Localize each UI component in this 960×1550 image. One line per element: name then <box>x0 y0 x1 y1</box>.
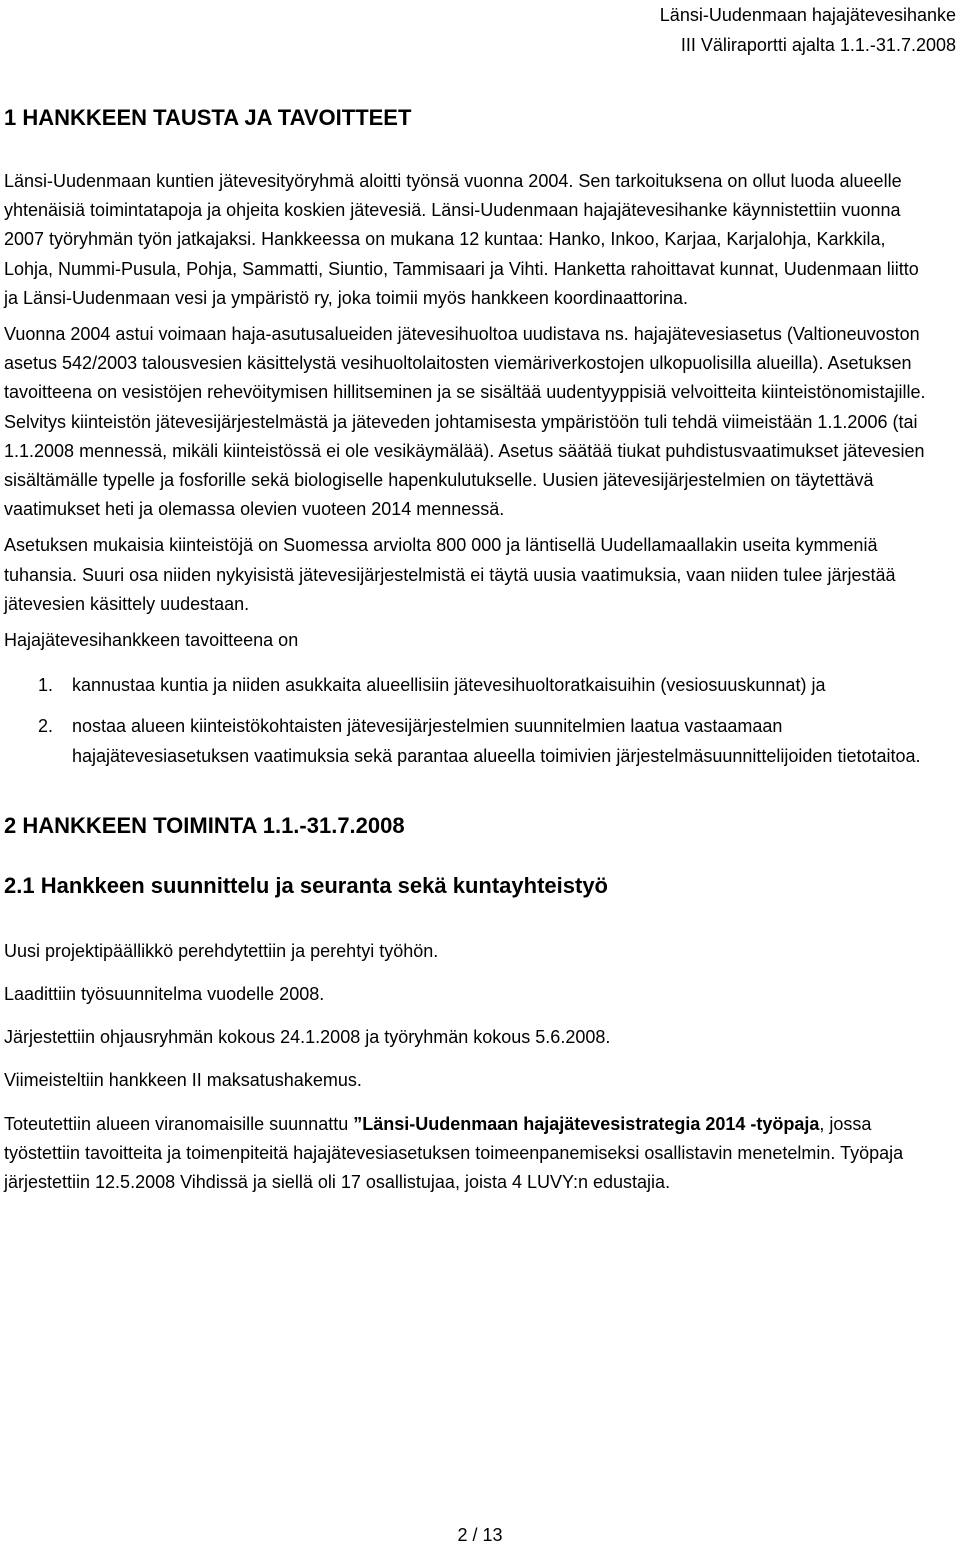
list-item <box>4 712 934 770</box>
section-2-heading: 2 HANKKEEN TOIMINTA 1.1.-31.7.2008 <box>4 812 405 838</box>
goals-intro: Hajajätevesihankkeen tavoitteena on <box>4 630 299 651</box>
section-2-1-heading: 2.1 Hankkeen suunnittelu ja seuranta sekä kuntayhteistyö <box>4 872 608 898</box>
activity-item: Laadittiin työsuunnitelma vuodelle 2008. <box>4 984 325 1005</box>
activity-item: Uusi projektipäällikkö perehdytettiin ja perehtyi työhön. <box>4 940 439 961</box>
workshop-text-post: , jossa työstettiin tavoitteita ja toimenpiteitä hajajätevesiasetuksen toimeenpanemiseksi osallistavin menetelmin. Työpaja järjestettiin 12.5.2008 Vihdissä ja siellä oli 17 osallistujaa, joista 4 LUVY:n edustajia. <box>4 1113 904 1193</box>
header-project-name: Länsi-Uudenmaan hajajätevesihanke <box>659 5 956 25</box>
list-item-text: nostaa alueen kiinteistökohtaisten jätevesijärjestelmien suunnitelmien laatua vastaamaan hajajätevesiasetuksen vaatimuksia sekä parantaa alueella toimivien järjestelmäsuunnittelijoiden tietotaitoa. <box>72 716 921 766</box>
regulation-paragraph: Vuonna 2004 astui voimaan haja-asutusalueiden jätevesihuoltoa uudistava ns. hajajätevesiasetus (Valtioneuvoston asetus 542/2003 talousvesien käsittelystä vesihuoltolaitosten viemäriverkostojen ulkopuolisilla alueilla). Asetuksen tavoitteena on vesistöjen rehevöitymisen hillitseminen ja se sisältää uudentyyppisiä velvoitteita kiinteistönomistajille. Selvitys kiinteistön jätevesijärjestelmästä ja jäteveden johtamisesta ympäristöön tuli tehdä viimeistään 1.1.2006 (tai 1.1.2008 mennessä, mikäli kiinteistössä ei ole vesikäymälää). Asetus säätää tiukat puhdistusvaatimukset jätevesien sisältämälle typelle ja fosforille sekä biologiselle hapenkulutukselle. Uusien jätevesijärjestelmien on täytettävä vaatimukset heti ja olemassa olevien vuoteen 2014 mennessä. <box>4 324 926 520</box>
activity-item: Järjestettiin ohjausryhmän kokous 24.1.2008 ja työryhmän kokous 5.6.2008. <box>4 1027 611 1048</box>
list-item <box>4 671 934 700</box>
workshop-paragraph <box>4 1110 934 1198</box>
activity-item: Viimeisteltiin hankkeen II maksatushakemus. <box>4 1070 362 1091</box>
list-item-text: kannustaa kuntia ja niiden asukkaita alueellisiin jätevesihuoltoratkaisuihin (vesiosuuskunnat) ja <box>72 675 826 696</box>
page-number: 2 / 13 <box>457 1525 503 1545</box>
list-item-number: 1. <box>38 675 54 696</box>
workshop-text-pre: Toteutettiin alueen viranomaisille suunnattu <box>4 1113 354 1134</box>
section-1-heading: 1 HANKKEEN TAUSTA JA TAVOITTEET <box>4 105 412 130</box>
workshop-title: ”Länsi-Uudenmaan hajajätevesistrategia 2014 -työpaja <box>353 1113 820 1134</box>
header-report-period: III Väliraportti ajalta 1.1.-31.7.2008 <box>680 35 956 55</box>
list-item-number: 2. <box>38 716 54 737</box>
document-body <box>4 105 934 1197</box>
background-paragraph: Länsi-Uudenmaan kuntien jätevesityöryhmä aloitti työnsä vuonna 2004. Sen tarkoituksena on ollut luoda alueelle yhtenäisiä toimintatapoja ja ohjeita koskien jätevesiä. Länsi-Uudenmaan hajajätevesihanke käynnistettiin vuonna 2007 työryhmän työn jatkajaksi. Hankkeessa on mukana 12 kuntaa: Hanko, Inkoo, Karjaa, Karjalohja, Karkkila, Lohja, Nummi-Pusula, Pohja, Sammatti, Siuntio, Tammisaari ja Vihti. Hanketta rahoittavat kunnat, Uudenmaan liitto ja Länsi-Uudenmaan vesi ja ympäristö ry, joka toimii myös hankkeen koordinaattorina. <box>4 171 919 308</box>
page-header <box>556 0 956 60</box>
properties-paragraph: Asetuksen mukaisia kiinteistöjä on Suomessa arviolta 800 000 ja läntisellä Uudellamaallakin useita kymmeniä tuhansia. Suuri osa niiden nykyisistä jätevesijärjestelmistä ei täytä uusia vaatimuksia, vaan niiden tulee järjestää jätevesien käsittely uudestaan. <box>4 535 896 614</box>
goals-list <box>4 671 934 771</box>
